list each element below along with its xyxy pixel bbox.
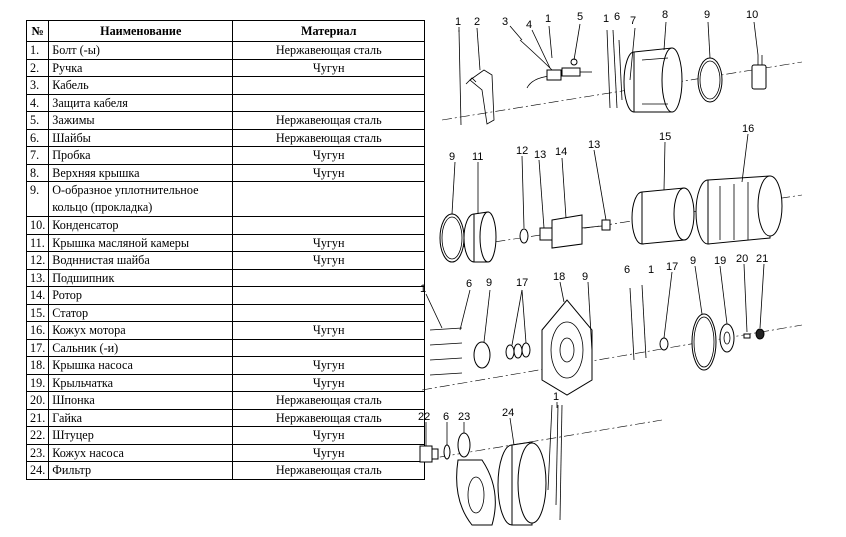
row-name: Конденсатор xyxy=(49,217,233,235)
part-cable-guard xyxy=(547,70,561,80)
row-material xyxy=(233,304,425,322)
row-name: О-образное уплотнительное кольцо (прокладка) xyxy=(49,182,233,217)
part-bolts-1b xyxy=(607,30,622,108)
table-row xyxy=(27,444,425,462)
part-motor-housing xyxy=(696,176,782,244)
part-o-ring-top xyxy=(698,58,722,102)
row-material: Чугун xyxy=(233,374,425,392)
row-num: 10. xyxy=(27,217,49,235)
header-num: № xyxy=(27,21,49,42)
part-clamps xyxy=(562,59,592,76)
row-name: Кожух мотора xyxy=(49,322,233,340)
row-material: Чугун xyxy=(233,444,425,462)
row-num: 14. xyxy=(27,287,49,305)
callout-label: 11 xyxy=(472,151,484,163)
table-row xyxy=(27,462,425,480)
row-name: Крыльчатка xyxy=(49,374,233,392)
row-num: 6. xyxy=(27,129,49,147)
row-name: Шпонка xyxy=(49,392,233,410)
row-name: Верхняя крышка xyxy=(49,164,233,182)
callout-label: 9 xyxy=(449,151,456,163)
table-row xyxy=(27,59,425,77)
callout-label: 1 xyxy=(420,283,427,295)
header-name: Наименование xyxy=(49,21,233,42)
part-bolt-1a xyxy=(459,30,461,125)
callout-label: 13 xyxy=(588,139,601,151)
table-row xyxy=(27,357,425,375)
callout-label: 10 xyxy=(746,9,759,21)
part-key xyxy=(744,334,750,338)
callout-label: 6 xyxy=(466,278,473,290)
callout-label: 5 xyxy=(577,11,584,23)
row-num: 20. xyxy=(27,392,49,410)
table-row xyxy=(27,94,425,112)
part-handle xyxy=(466,70,494,124)
row-num: 7. xyxy=(27,147,49,165)
row-name: Крышка масляной камеры xyxy=(49,234,233,252)
row-num: 8. xyxy=(27,164,49,182)
row-num: 13. xyxy=(27,269,49,287)
part-fitting xyxy=(420,446,438,462)
row-num: 16. xyxy=(27,322,49,340)
row-material xyxy=(233,339,425,357)
row-material: Чугун xyxy=(233,234,425,252)
row-num: 21. xyxy=(27,409,49,427)
table-row xyxy=(27,252,425,270)
exploded-pump-diagram xyxy=(402,0,846,537)
row-num: 5. xyxy=(27,112,49,130)
row-name: Подшипник xyxy=(49,269,233,287)
row-name: Ротор xyxy=(49,287,233,305)
part-pump-cover xyxy=(542,300,592,395)
row-material xyxy=(233,94,425,112)
table-row xyxy=(27,409,425,427)
part-cable xyxy=(520,40,552,88)
callout-label: 2 xyxy=(474,16,481,28)
row-num: 15. xyxy=(27,304,49,322)
part-water-washer xyxy=(520,229,528,243)
row-material: Чугун xyxy=(233,427,425,445)
callout-label: 1 xyxy=(553,391,560,403)
callout-label: 1 xyxy=(648,264,655,276)
callout-label: 3 xyxy=(502,16,509,28)
table-row xyxy=(27,287,425,305)
row-num: 22. xyxy=(27,427,49,445)
table-row xyxy=(27,322,425,340)
callout-label: 6 xyxy=(624,264,631,276)
callout-label: 6 xyxy=(443,411,450,423)
callout-label: 6 xyxy=(614,11,621,23)
callout-label: 14 xyxy=(555,146,568,158)
row-name: Сальник (-и) xyxy=(49,339,233,357)
row-material: Чугун xyxy=(233,252,425,270)
row-num: 9. xyxy=(27,182,49,217)
callout-label: 17 xyxy=(666,261,679,273)
callout-label: 22 xyxy=(418,411,431,423)
table-row xyxy=(27,392,425,410)
row-name: Кабель xyxy=(49,77,233,95)
row-material: Чугун xyxy=(233,322,425,340)
callout-label: 9 xyxy=(486,277,493,289)
callout-label: 17 xyxy=(516,277,529,289)
callout-label: 15 xyxy=(659,131,672,143)
callout-label: 16 xyxy=(742,123,755,135)
row-num: 17. xyxy=(27,339,49,357)
row-material: Чугун xyxy=(233,59,425,77)
table-row xyxy=(27,234,425,252)
row-name: Защита кабеля xyxy=(49,94,233,112)
row-name: Шайбы xyxy=(49,129,233,147)
parts-table xyxy=(26,20,425,480)
row-material xyxy=(233,269,425,287)
callout-label: 19 xyxy=(714,255,727,267)
row-material: Нержавеющая сталь xyxy=(233,409,425,427)
row-material: Чугун xyxy=(233,357,425,375)
row-name: Статор xyxy=(49,304,233,322)
part-bolts-4 xyxy=(548,405,562,520)
table-row xyxy=(27,112,425,130)
row-num: 18. xyxy=(27,357,49,375)
part-pump-housing xyxy=(457,433,496,525)
callout-label: 9 xyxy=(582,271,589,283)
part-water-washer-2 xyxy=(660,338,668,350)
row-material: Нержавеющая сталь xyxy=(233,129,425,147)
part-seals xyxy=(506,343,530,359)
row-num: 12. xyxy=(27,252,49,270)
row-name: Штуцер xyxy=(49,427,233,445)
row-num: 2. xyxy=(27,59,49,77)
callout-label: 1 xyxy=(545,13,552,25)
row-num: 24. xyxy=(27,462,49,480)
table-row xyxy=(27,77,425,95)
row-num: 1. xyxy=(27,42,49,60)
part-nut xyxy=(756,329,764,339)
row-name: Водннистая шайба xyxy=(49,252,233,270)
table-row xyxy=(27,129,425,147)
table-row xyxy=(27,42,425,60)
row-name: Крышка насоса xyxy=(49,357,233,375)
row-name: Кожух насоса xyxy=(49,444,233,462)
part-oil-chamber-cover xyxy=(464,212,496,262)
row-name: Болт (-ы) xyxy=(49,42,233,60)
row-material xyxy=(233,217,425,235)
table-row xyxy=(27,339,425,357)
part-o-ring-3 xyxy=(474,342,490,368)
table-row xyxy=(27,164,425,182)
part-bolts-3a xyxy=(430,328,462,375)
row-material xyxy=(233,287,425,305)
callout-label: 4 xyxy=(526,19,533,31)
table-row xyxy=(27,304,425,322)
table-row xyxy=(27,217,425,235)
row-num: 19. xyxy=(27,374,49,392)
row-name: Гайка xyxy=(49,409,233,427)
part-filter xyxy=(498,442,546,525)
row-material xyxy=(233,182,425,217)
callout-label: 23 xyxy=(458,411,471,423)
row-material: Нержавеющая сталь xyxy=(233,392,425,410)
part-stator xyxy=(632,188,694,244)
row-material: Нержавеющая сталь xyxy=(233,42,425,60)
row-num: 11. xyxy=(27,234,49,252)
callout-label: 8 xyxy=(662,9,669,21)
callout-label: 20 xyxy=(736,253,749,265)
axis-line xyxy=(442,62,802,120)
table-row xyxy=(27,147,425,165)
part-rotor xyxy=(540,215,610,248)
part-capacitor xyxy=(752,55,766,89)
part-bolts-3b xyxy=(630,285,646,360)
callout-label: 24 xyxy=(502,407,515,419)
part-o-ring-2 xyxy=(440,214,464,262)
row-num: 4. xyxy=(27,94,49,112)
row-name: Зажимы xyxy=(49,112,233,130)
row-num: 23. xyxy=(27,444,49,462)
callout-label: 1 xyxy=(603,13,610,25)
callout-label: 1 xyxy=(455,16,462,28)
table-row xyxy=(27,374,425,392)
table-row xyxy=(27,427,425,445)
row-num: 3. xyxy=(27,77,49,95)
table-header-row xyxy=(27,21,425,42)
row-name: Ручка xyxy=(49,59,233,77)
callout-label: 18 xyxy=(553,271,566,283)
table-row xyxy=(27,269,425,287)
part-top-cover xyxy=(624,48,682,112)
row-material: Нержавеющая сталь xyxy=(233,112,425,130)
callout-label: 12 xyxy=(516,145,529,157)
table-row xyxy=(27,182,425,217)
header-material: Материал xyxy=(233,21,425,42)
row-material: Чугун xyxy=(233,164,425,182)
row-material: Нержавеющая сталь xyxy=(233,462,425,480)
callout-label: 9 xyxy=(690,255,697,267)
part-impeller xyxy=(720,324,734,352)
row-name: Фильтр xyxy=(49,462,233,480)
callout-label: 7 xyxy=(630,15,637,27)
part-washer-4 xyxy=(444,445,450,459)
row-name: Пробка xyxy=(49,147,233,165)
row-material xyxy=(233,77,425,95)
callout-label: 13 xyxy=(534,149,547,161)
part-o-ring-4 xyxy=(692,314,716,370)
row-material: Чугун xyxy=(233,147,425,165)
callout-label: 9 xyxy=(704,9,711,21)
callout-label: 21 xyxy=(756,253,769,265)
